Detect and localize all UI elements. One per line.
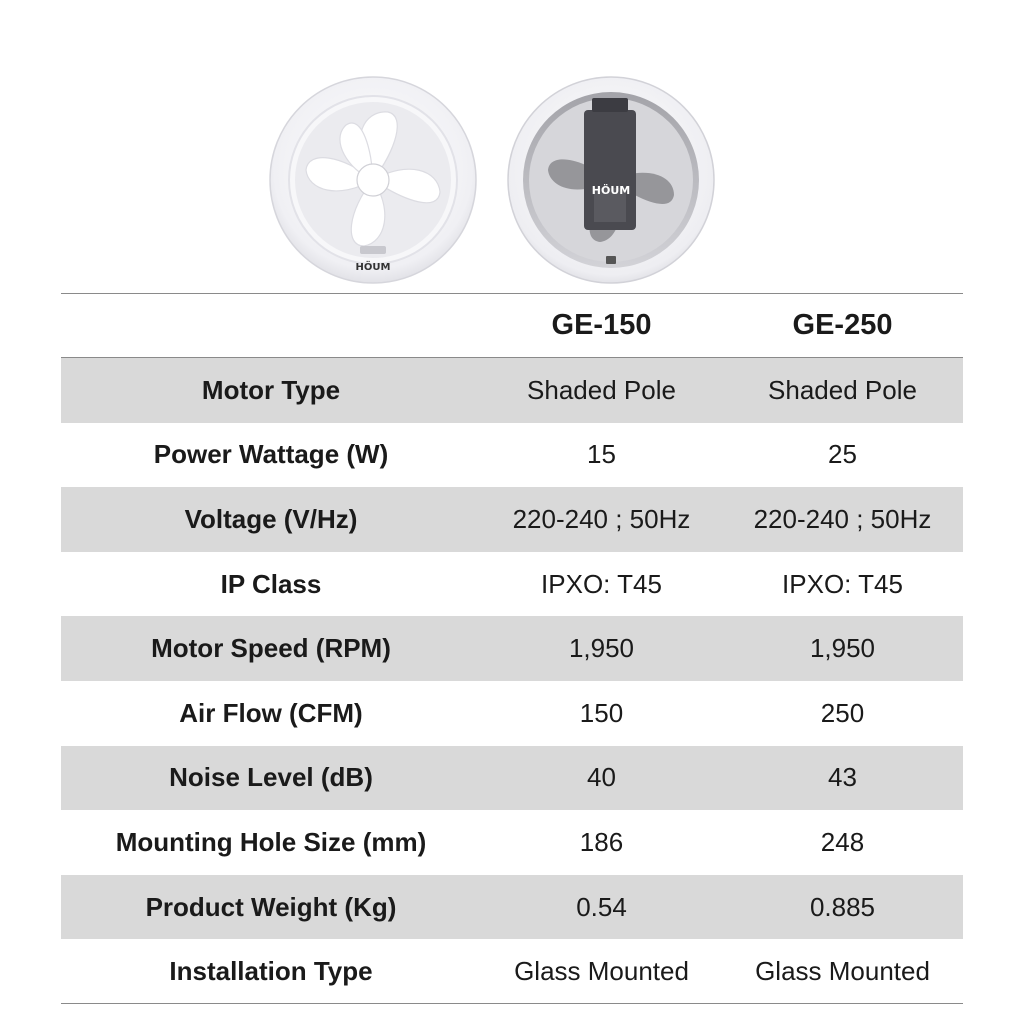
- row-label: Motor Speed (RPM): [151, 633, 391, 664]
- ge-250-value: 248: [820, 826, 865, 857]
- spec-comparison-table: [61, 293, 963, 1004]
- table-row: [61, 552, 963, 617]
- ge-150-value: 0.54: [576, 891, 627, 922]
- table-row: [61, 875, 963, 940]
- table-header-row: [61, 294, 963, 358]
- ge-150-value: IPXO: T45: [541, 568, 662, 599]
- table-row: [61, 810, 963, 875]
- table-row: [61, 746, 963, 811]
- ge-250-value: 43: [828, 762, 857, 793]
- column-header-ge-250: GE-250: [792, 309, 893, 341]
- table-row: [61, 939, 963, 1004]
- ge-250-value: 220-240 ; 50Hz: [753, 503, 932, 534]
- brand-label: HÖUM: [355, 262, 391, 273]
- ge-250-value: Glass Mounted: [755, 955, 930, 986]
- ge-250-value: 250: [820, 697, 865, 728]
- ge-250-value: IPXO: T45: [782, 568, 903, 599]
- ge-250-value: 25: [828, 439, 857, 470]
- ge-150-value: Shaded Pole: [527, 374, 676, 405]
- ge-150-value: 40: [587, 762, 616, 793]
- table-row: [61, 358, 963, 423]
- table-row: [61, 487, 963, 552]
- ge-150-value: 15: [587, 439, 616, 470]
- table-row: [61, 423, 963, 488]
- ge-150-value: 1,950: [568, 633, 635, 664]
- row-label: Product Weight (Kg): [145, 891, 397, 922]
- table-row: [61, 616, 963, 681]
- row-label: Power Wattage (W): [153, 439, 389, 470]
- brand-label: HÖUM: [591, 184, 631, 197]
- row-label: Motor Type: [201, 374, 341, 405]
- fan-ge-150-image: [268, 70, 478, 286]
- ge-250-value: 1,950: [809, 633, 876, 664]
- ge-150-value: 150: [579, 697, 624, 728]
- row-label: IP Class: [220, 568, 322, 599]
- row-label: Noise Level (dB): [169, 762, 373, 793]
- row-label: Installation Type: [169, 955, 373, 986]
- row-label: Voltage (V/Hz): [184, 503, 358, 534]
- product-images: [0, 70, 1024, 290]
- fan-ge-250-image: [506, 70, 716, 286]
- table-row: [61, 681, 963, 746]
- ge-250-value: Shaded Pole: [768, 374, 917, 405]
- ge-150-value: 186: [579, 826, 624, 857]
- column-header-ge-150: GE-150: [551, 309, 652, 341]
- row-label: Mounting Hole Size (mm): [115, 826, 427, 857]
- ge-150-value: 220-240 ; 50Hz: [512, 503, 691, 534]
- ge-150-value: Glass Mounted: [514, 955, 689, 986]
- row-label: Air Flow (CFM): [179, 697, 363, 728]
- ge-250-value: 0.885: [809, 891, 876, 922]
